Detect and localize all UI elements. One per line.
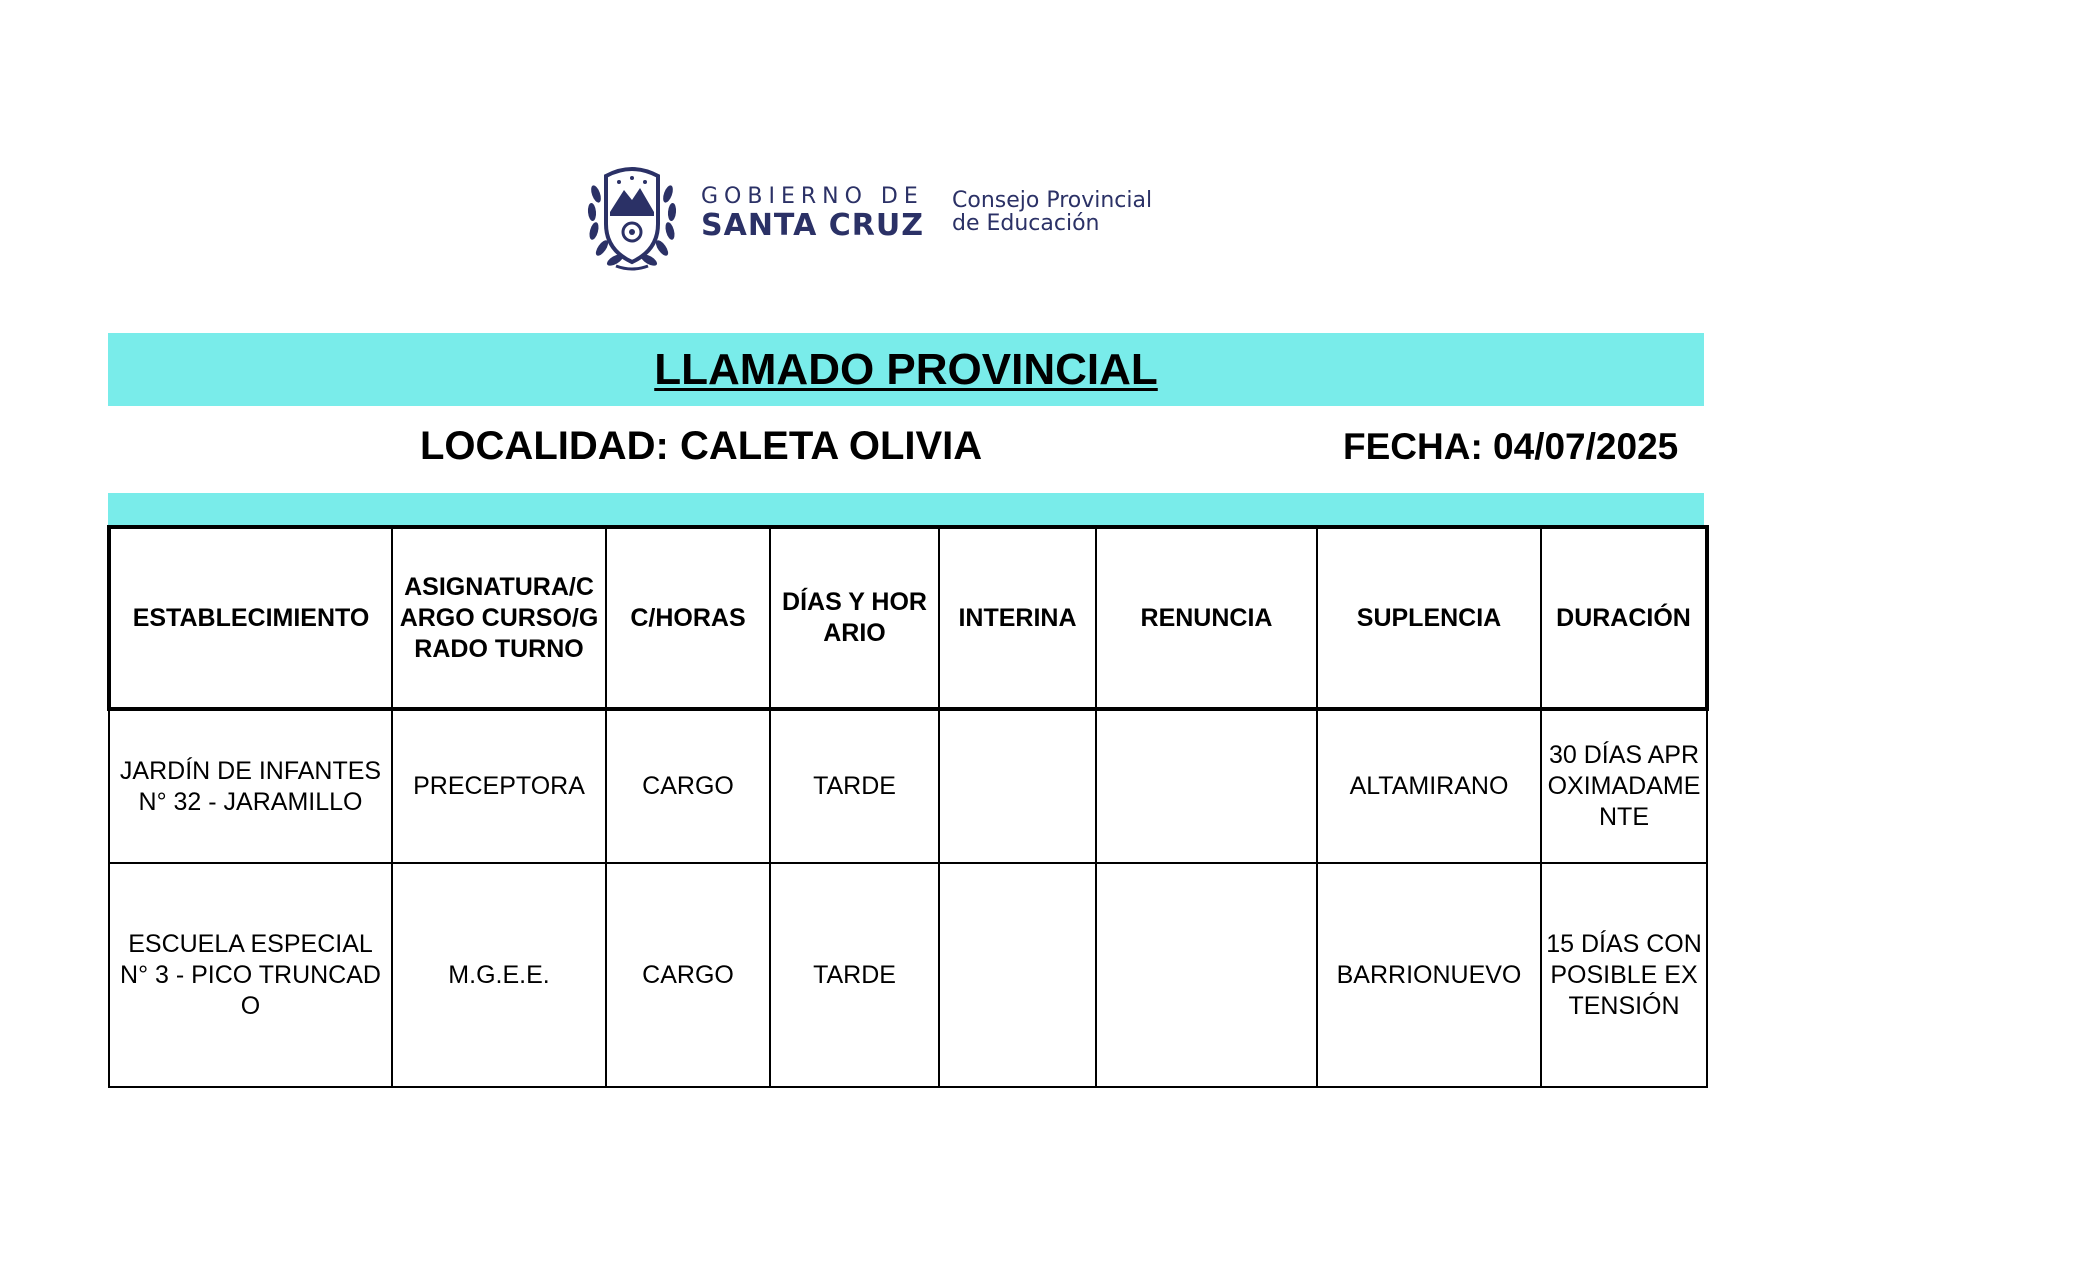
province-name: SANTA CRUZ (701, 208, 924, 243)
cell-asignatura: M.G.E.E. (392, 863, 606, 1087)
table-row (109, 709, 1707, 863)
coat-of-arms-icon (586, 154, 678, 274)
cell-suplencia: ALTAMIRANO (1317, 709, 1541, 863)
cell-renuncia (1096, 709, 1317, 863)
cell-duracion: 30 DÍAS APROXIMADAMENTE (1541, 709, 1707, 863)
cell-dias-horario: TARDE (770, 863, 939, 1087)
cell-interina (939, 709, 1096, 863)
cell-establecimiento: ESCUELA ESPECIAL N° 3 - PICO TRUNCADO (109, 863, 392, 1087)
column-header-duracion: DURACIÓN (1541, 527, 1707, 709)
cell-dias-horario: TARDE (770, 709, 939, 863)
government-label: GOBIERNO DE (701, 184, 924, 209)
cell-suplencia: BARRIONUEVO (1317, 863, 1541, 1087)
table-row (109, 863, 1707, 1087)
cell-horas: CARGO (606, 863, 770, 1087)
separator-band (108, 493, 1704, 525)
cell-establecimiento: JARDÍN DE INFANTES N° 32 - JARAMILLO (109, 709, 392, 863)
cell-renuncia (1096, 863, 1317, 1087)
column-header-suplencia: SUPLENCIA (1317, 527, 1541, 709)
locality-label: LOCALIDAD: CALETA OLIVIA (420, 424, 983, 468)
date-label: FECHA: 04/07/2025 (1343, 426, 1679, 467)
column-header-dias-horario: DÍAS Y HORARIO (770, 527, 939, 709)
cell-interina (939, 863, 1096, 1087)
column-header-asignatura: ASIGNATURA/CARGO CURSO/GRADO TURNO (392, 527, 606, 709)
page-title: LLAMADO PROVINCIAL (654, 345, 1158, 394)
cell-duracion: 15 DÍAS CON POSIBLE EXTENSIÓN (1541, 863, 1707, 1087)
title-band (108, 333, 1704, 406)
table-header-row (109, 527, 1707, 709)
column-header-horas: C/HORAS (606, 527, 770, 709)
cell-asignatura: PRECEPTORA (392, 709, 606, 863)
council-name-line2: de Educación (952, 211, 1100, 236)
column-header-establecimiento: ESTABLECIMIENTO (109, 527, 392, 709)
logo-header (586, 150, 1166, 275)
positions-table (107, 525, 1709, 1088)
cell-horas: CARGO (606, 709, 770, 863)
column-header-renuncia: RENUNCIA (1096, 527, 1317, 709)
council-name-line1: Consejo Provincial (952, 188, 1153, 213)
column-header-interina: INTERINA (939, 527, 1096, 709)
